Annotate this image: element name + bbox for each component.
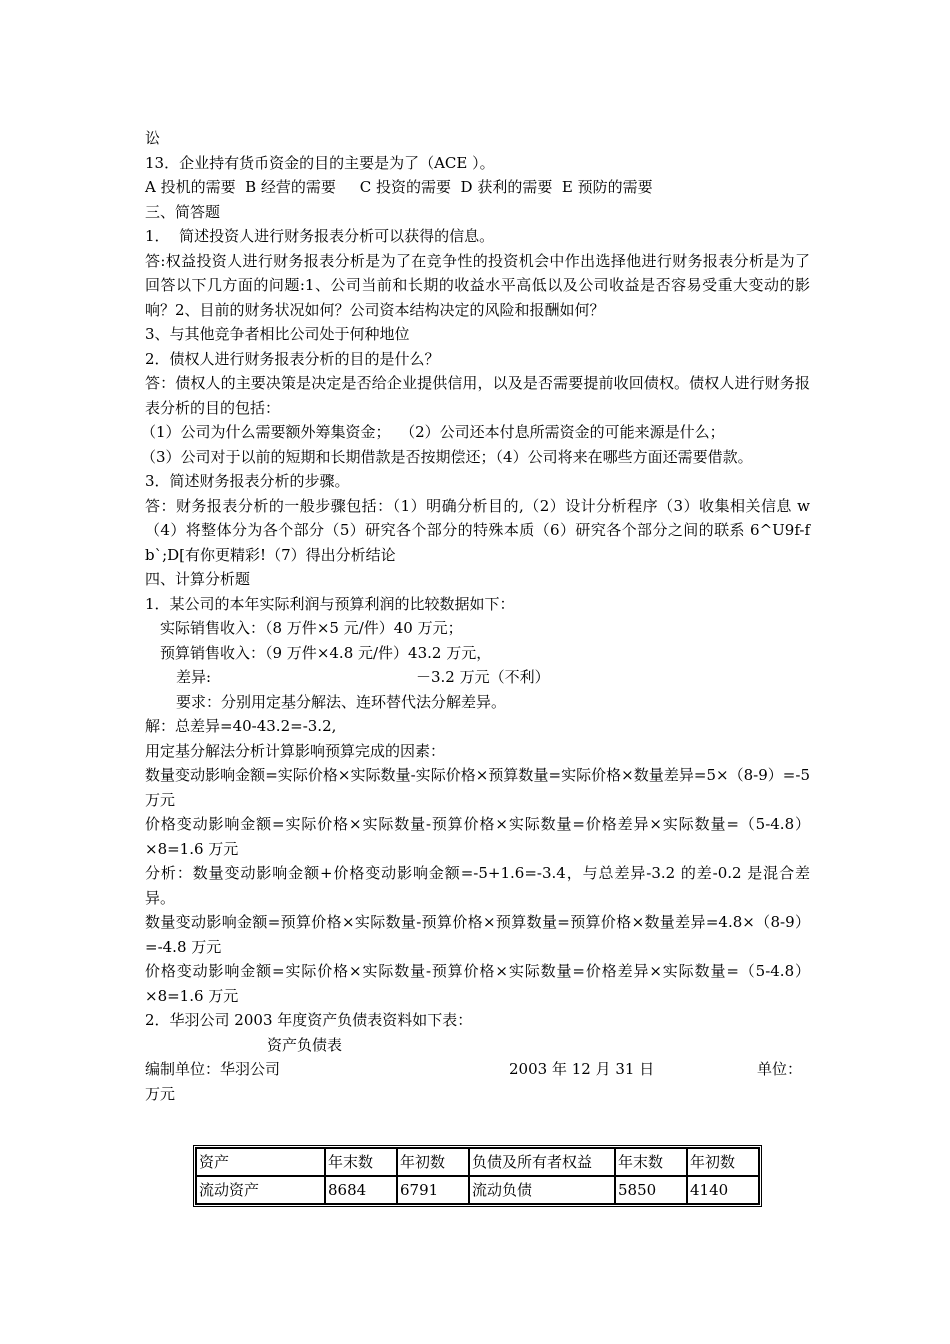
- table-header-cell: 年末数: [615, 1148, 687, 1176]
- actual-sales-line: 实际销售收入：（8 万件×5 元/件）40 万元；: [160, 619, 463, 637]
- table-cell: 8684: [325, 1176, 397, 1204]
- section-heading-calculation: 四、计算分析题: [145, 570, 251, 588]
- table-cell: 流动负债: [469, 1176, 615, 1204]
- text-line: 讼: [145, 129, 161, 147]
- table-header-cell: 年末数: [325, 1148, 397, 1176]
- table-header-cell: 年初数: [397, 1148, 469, 1176]
- solution-line: 用定基分解法分析计算影响预算完成的因素：: [145, 741, 446, 760]
- question-1: 1． 简述投资人进行财务报表分析可以获得的信息。: [145, 227, 495, 245]
- question-3: 3．简述财务报表分析的步骤。: [145, 472, 350, 490]
- section-heading-short-answer: 三、简答题: [145, 202, 221, 221]
- table-cell: 5850: [615, 1176, 687, 1204]
- question-13-options: A 投机的需要 B 经营的需要 C 投资的需要 D 获利的需要 E 预防的需要: [145, 178, 653, 196]
- table-cell: 4140: [687, 1176, 759, 1204]
- balance-sheet-unit-label: 单位：: [757, 1060, 803, 1078]
- answer-2-points-1-2: （1）公司为什么需要额外筹集资金； （2）公司还本付息所需资金的可能来源是什么；: [141, 423, 725, 441]
- budget-sales-line: 预算销售收入：（9 万件×4.8 元/件）43.2 万元，: [160, 643, 492, 662]
- difference-line: [145, 665, 810, 690]
- balance-sheet-meta: [145, 1057, 810, 1082]
- table-row: [196, 1176, 759, 1204]
- balance-sheet-date: 2003 年 12 月 31 日: [509, 1060, 655, 1078]
- balance-sheet-org: 编制单位：华羽公司: [145, 1060, 281, 1078]
- table-header-cell: 负债及所有者权益: [469, 1148, 615, 1176]
- balance-sheet-table: [193, 1145, 762, 1207]
- solution-line: 分析：数量变动影响金额+价格变动影响金额=-5+1.6=-3.4，与总差异-3.2 的差-0.2 是混合差异。: [145, 864, 810, 907]
- solution-line: 数量变动影响金额=实际价格×实际数量-实际价格×预算数量=实际价格×数量差异=5×（8-9）=-5 万元: [145, 766, 810, 809]
- calc-question-2: 2．华羽公司 2003 年度资产负债表资料如下表：: [145, 1011, 473, 1029]
- solution-line: 解：总差异=40-43.2=-3.2,: [145, 717, 337, 735]
- document-page: [141, 126, 810, 1106]
- answer-3: 答：财务报表分析的一般步骤包括：（1）明确分析目的,（2）设计分析程序（3）收集相关信息 w（4）将整体分为各个部分（5）研究各个部分的特殊本质（6）研究各个部分之间的联系 6^U9f-f b`;D[有你更精彩!（7）得出分析结论: [145, 496, 810, 564]
- balance-sheet-unit-value: 万元: [145, 1084, 176, 1103]
- balance-sheet-title: 资产负债表: [267, 1035, 343, 1054]
- table-header-cell: 资产: [196, 1148, 325, 1176]
- table-cell: 流动资产: [196, 1176, 325, 1204]
- answer-2: 答：债权人的主要决策是决定是否给企业提供信用，以及是否需要提前收回债权。债权人进行财务报表分析的目的包括：: [145, 374, 810, 417]
- table-header-cell: 年初数: [687, 1148, 759, 1176]
- requirement-line: 要求：分别用定基分解法、连环替代法分解差异。: [176, 692, 507, 711]
- solution-line: 价格变动影响金额=实际价格×实际数量-预算价格×实际数量=价格差异×实际数量=（5-4.8）×8=1.6 万元: [145, 962, 810, 1005]
- answer-1-point-3: 3、与其他竞争者相比公司处于何种地位: [145, 325, 410, 343]
- difference-value: －3.2 万元（不利）: [416, 668, 550, 686]
- difference-label: 差异:: [176, 668, 212, 686]
- question-2: 2．债权人进行财务报表分析的目的是什么？: [145, 349, 440, 368]
- question-13: 13．企业持有货币资金的目的主要是为了（ACE ）。: [145, 153, 495, 172]
- solution-line: 数量变动影响金额=预算价格×实际数量-预算价格×预算数量=预算价格×数量差异=4.8×（8-9）=-4.8 万元: [145, 913, 810, 956]
- solution-line: 价格变动影响金额=实际价格×实际数量-预算价格×实际数量=价格差异×实际数量=（5-4.8）×8=1.6 万元: [145, 815, 810, 858]
- calc-question-1: 1．某公司的本年实际利润与预算利润的比较数据如下：: [145, 594, 515, 613]
- answer-2-points-3-4: （3）公司对于以前的短期和长期借款是否按期偿还；（4）公司将来在哪些方面还需要借款。: [141, 447, 753, 466]
- answer-1: 答:权益投资人进行财务报表分析是为了在竞争性的投资机会中作出选择他进行财务报表分析是为了回答以下几方面的问题:1、公司当前和长期的收益水平高低以及公司收益是否容易受重大变动的影响？2、目前的财务状况如何？公司资本结构决定的风险和报酬如何？: [145, 251, 810, 319]
- table-header-row: [196, 1148, 759, 1176]
- table-cell: 6791: [397, 1176, 469, 1204]
